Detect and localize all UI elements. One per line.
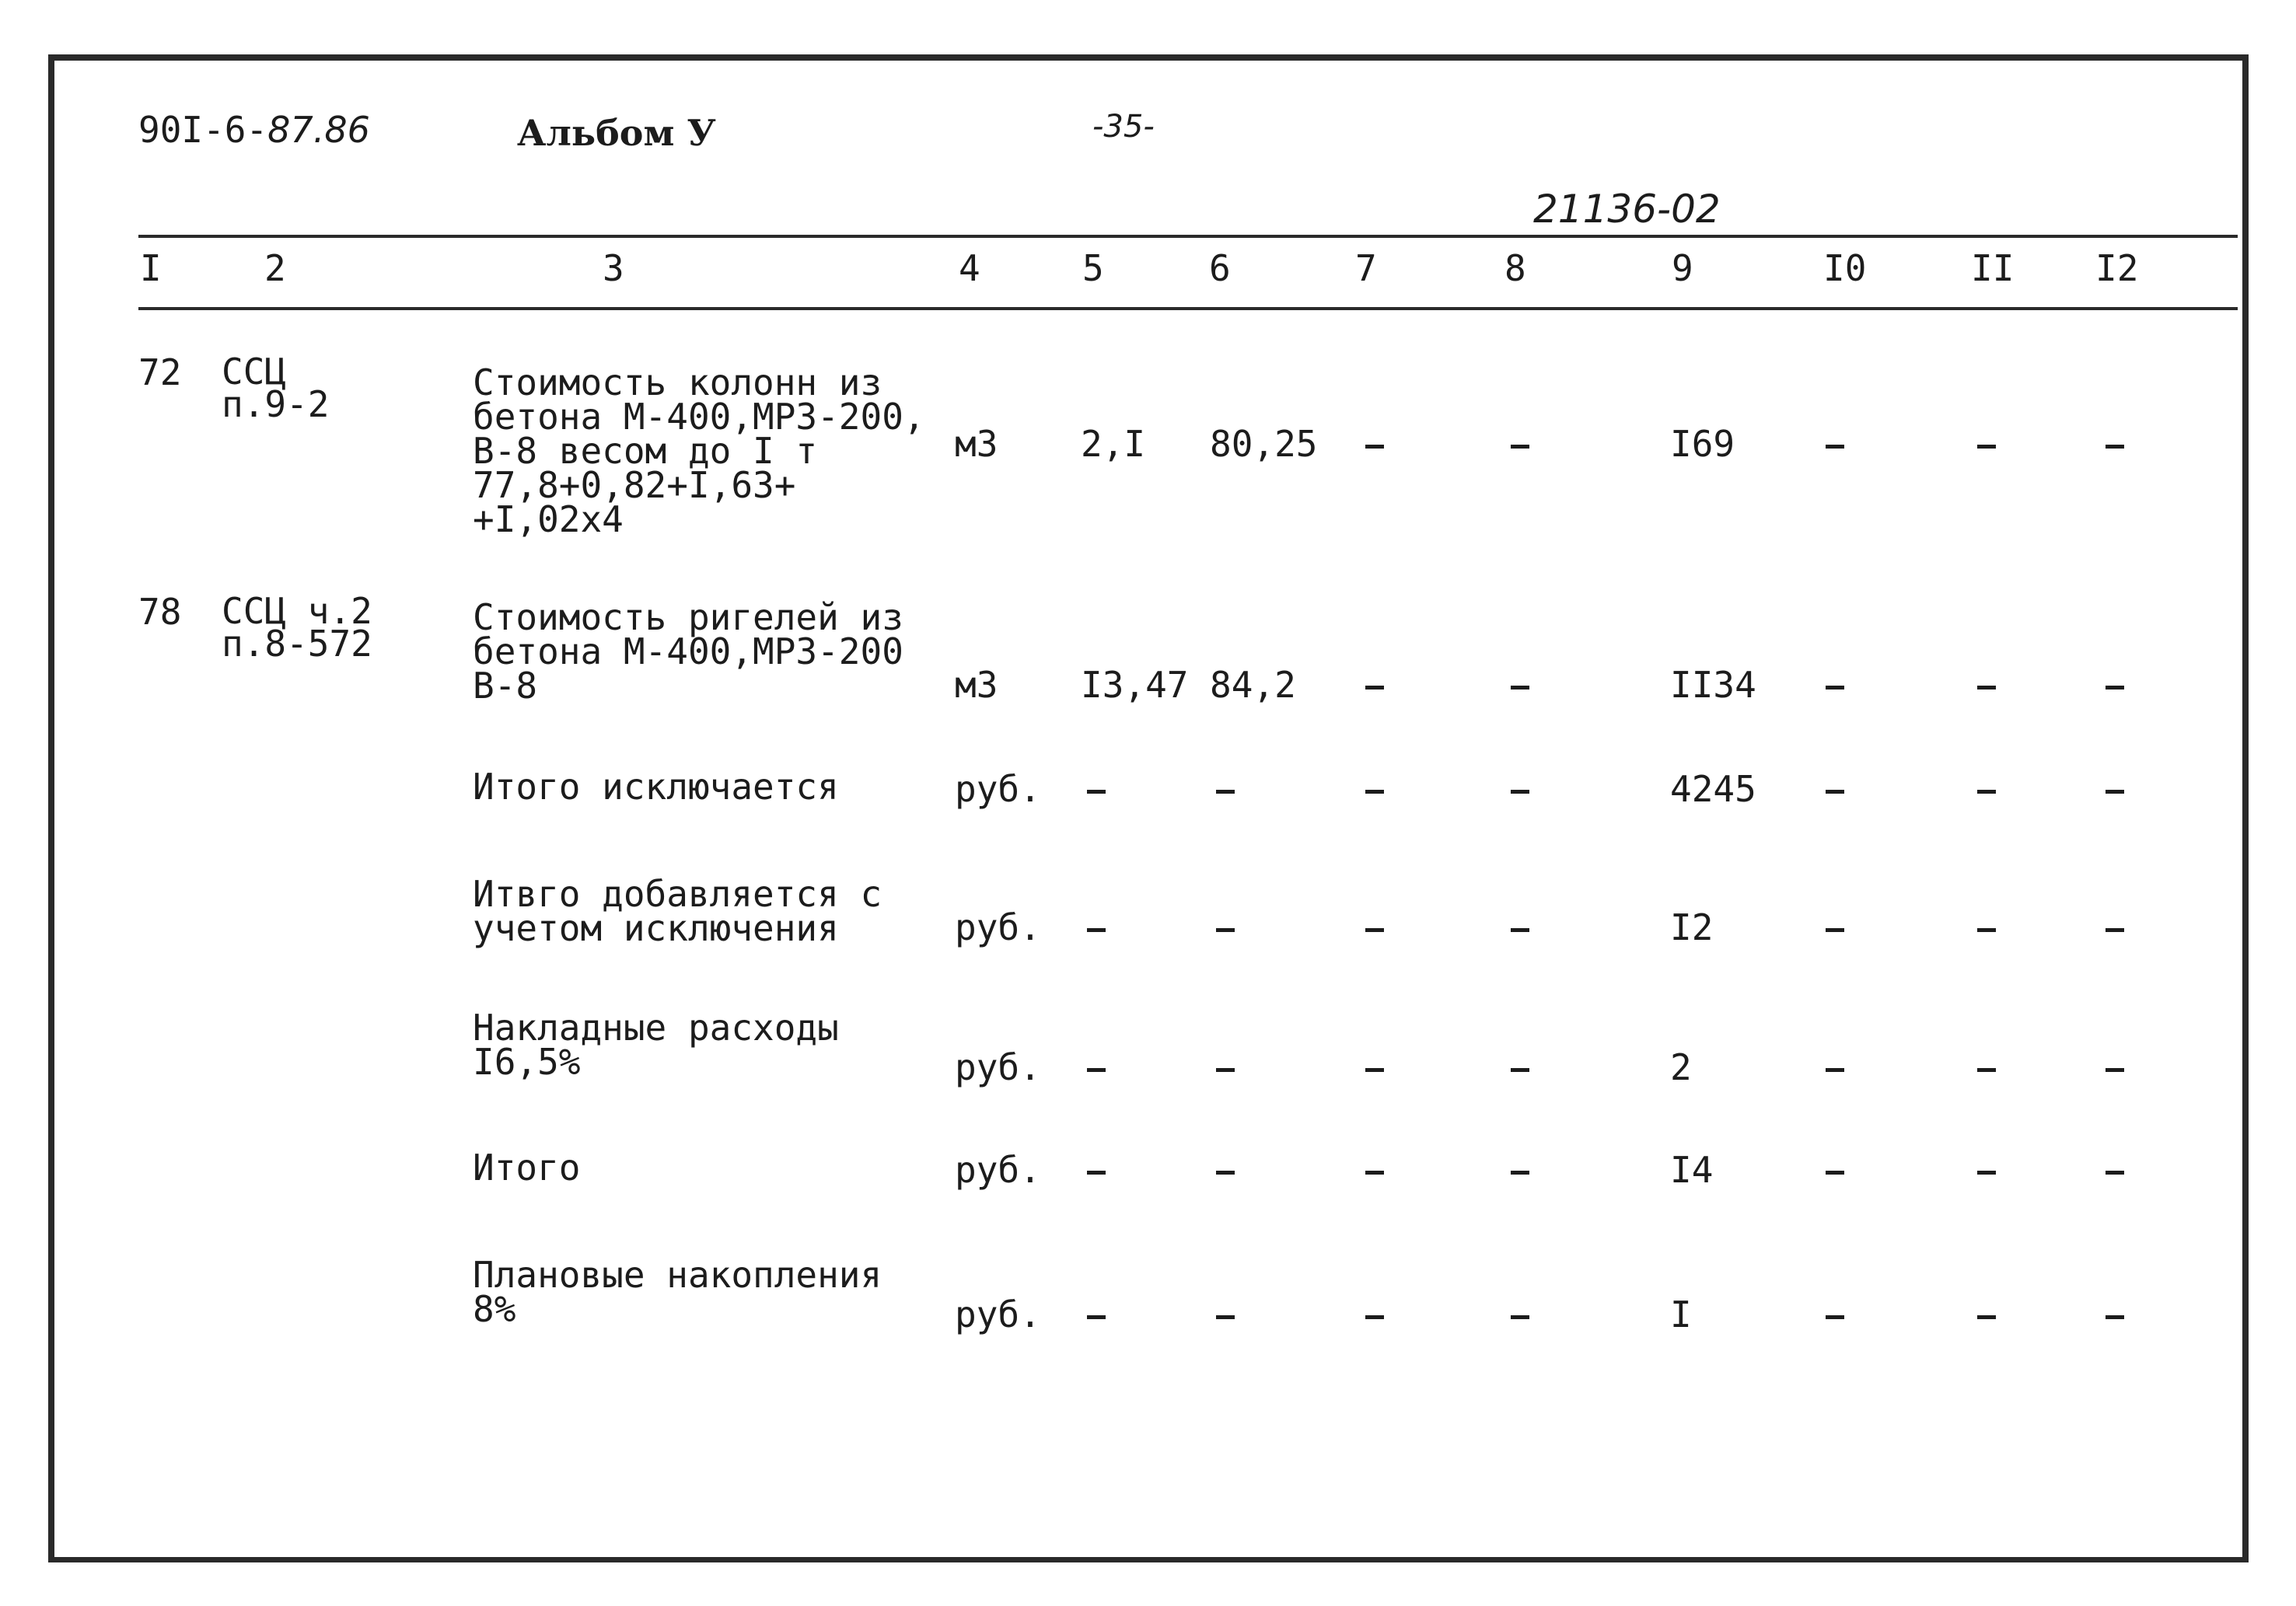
row-c12-dash <box>2106 928 2124 932</box>
row-c11-dash <box>1977 686 1996 690</box>
row-c9-value: I4 <box>1670 1149 1714 1191</box>
row-unit: руб. <box>955 906 1041 948</box>
document-code <box>138 109 370 151</box>
row-c6-dash <box>1216 928 1235 932</box>
row-description-line: Стоимость колонн из <box>473 361 882 403</box>
row-c5-dash <box>1087 1171 1106 1175</box>
column-header-5: 5 <box>1082 247 1104 289</box>
album-title: Альбом У <box>517 112 716 154</box>
row-c7-dash <box>1365 445 1384 449</box>
row-c5-value: 2,I <box>1081 423 1146 465</box>
row-c10-dash <box>1826 790 1844 794</box>
row-c7-dash <box>1365 1171 1384 1175</box>
row-unit: руб. <box>955 1294 1041 1335</box>
row-c9-value: I <box>1670 1294 1692 1335</box>
row-c5-dash <box>1087 790 1106 794</box>
page-number: -35- <box>1092 109 1155 145</box>
row-c11-dash <box>1977 1171 1996 1175</box>
row-c6-dash <box>1216 1068 1235 1072</box>
row-c11-dash <box>1977 790 1996 794</box>
row-c6-dash <box>1216 1315 1235 1319</box>
row-c7-dash <box>1365 928 1384 932</box>
row-c10-dash <box>1826 1315 1844 1319</box>
row-c8-dash <box>1511 1068 1529 1072</box>
row-c10-dash <box>1826 928 1844 932</box>
row-c7-dash <box>1365 1068 1384 1072</box>
row-description-line: В-8 <box>473 665 538 707</box>
row-description-line: Итого <box>473 1147 581 1189</box>
column-header-9: 9 <box>1672 247 1693 289</box>
row-code-line: п.8-572 <box>222 623 372 665</box>
document-code-handwritten: 87.86 <box>267 109 370 151</box>
row-c7-dash <box>1365 686 1384 690</box>
row-c10-dash <box>1826 686 1844 690</box>
row-c11-dash <box>1977 1315 1996 1319</box>
row-number: 72 <box>138 351 182 393</box>
row-code-line: ССЦ <box>222 351 287 393</box>
row-c5-dash <box>1087 928 1106 932</box>
row-c8-dash <box>1511 686 1529 690</box>
row-description-line: Накладные расходы <box>473 1007 839 1049</box>
row-unit: руб. <box>955 1046 1041 1088</box>
column-header-1: I <box>140 247 162 289</box>
column-header-8: 8 <box>1504 247 1526 289</box>
row-c12-dash <box>2106 1171 2124 1175</box>
row-c5-dash <box>1087 1315 1106 1319</box>
row-unit: м3 <box>955 664 998 706</box>
row-c7-dash <box>1365 1315 1384 1319</box>
column-header-12: I2 <box>2095 247 2139 289</box>
row-description-line: 8% <box>473 1288 516 1330</box>
row-c12-dash <box>2106 1315 2124 1319</box>
row-c9-value: II34 <box>1670 664 1756 706</box>
column-header-11: II <box>1971 247 2015 289</box>
column-header-7: 7 <box>1355 247 1377 289</box>
row-c10-dash <box>1826 1068 1844 1072</box>
row-c9-value: 4245 <box>1670 768 1756 810</box>
row-code-line: ССЦ ч.2 <box>222 590 372 632</box>
row-description-line: Итого исключается <box>473 766 839 808</box>
row-c5-value: I3,47 <box>1081 664 1189 706</box>
row-c5-dash <box>1087 1068 1106 1072</box>
row-description-line: учетом исключения <box>473 907 839 949</box>
row-unit: руб. <box>955 768 1041 810</box>
row-c12-dash <box>2106 686 2124 690</box>
row-description-line: Плановые накопления <box>473 1254 882 1296</box>
row-c8-dash <box>1511 445 1529 449</box>
row-description-line: Итвго добавляется с <box>473 873 882 915</box>
row-c8-dash <box>1511 1315 1529 1319</box>
row-c9-value: 2 <box>1670 1046 1692 1088</box>
row-c6-value: 84,2 <box>1210 664 1296 706</box>
row-c12-dash <box>2106 790 2124 794</box>
row-c6-value: 80,25 <box>1210 423 1318 465</box>
row-c8-dash <box>1511 928 1529 932</box>
column-header-10: I0 <box>1823 247 1867 289</box>
row-description-line: В-8 весом до I т <box>473 430 818 472</box>
column-header-2: 2 <box>264 247 286 289</box>
row-c6-dash <box>1216 790 1235 794</box>
row-c12-dash <box>2106 1068 2124 1072</box>
row-c6-dash <box>1216 1171 1235 1175</box>
row-c10-dash <box>1826 445 1844 449</box>
row-description-line: Стоимость ригелей из <box>473 596 903 638</box>
row-c9-value: I2 <box>1670 906 1714 948</box>
header-top-rule <box>138 235 2238 238</box>
row-c8-dash <box>1511 790 1529 794</box>
row-c10-dash <box>1826 1171 1844 1175</box>
row-c8-dash <box>1511 1171 1529 1175</box>
row-description-line: бетона М-400,МРЗ-200 <box>473 630 903 672</box>
column-header-4: 4 <box>959 247 980 289</box>
row-description-line: I6,5% <box>473 1041 581 1083</box>
row-description-line: 77,8+0,82+I,63+ <box>473 464 796 506</box>
column-header-6: 6 <box>1209 247 1231 289</box>
row-description-line: +I,02х4 <box>473 498 624 540</box>
row-c11-dash <box>1977 445 1996 449</box>
row-c11-dash <box>1977 928 1996 932</box>
row-number: 78 <box>138 591 182 633</box>
document-code-printed: 90I-6- <box>138 109 268 151</box>
column-header-3: 3 <box>603 247 624 289</box>
stamp-number: 21136-02 <box>1533 187 1721 232</box>
row-unit: м3 <box>955 423 998 465</box>
row-code-line: п.9-2 <box>222 383 330 425</box>
page-border <box>48 54 2249 1562</box>
row-description-line: бетона М-400,МРЗ-200, <box>473 396 925 438</box>
row-c12-dash <box>2106 445 2124 449</box>
row-c11-dash <box>1977 1068 1996 1072</box>
row-unit: руб. <box>955 1149 1041 1191</box>
row-c7-dash <box>1365 790 1384 794</box>
header-bottom-rule <box>138 307 2238 310</box>
row-c9-value: I69 <box>1670 423 1735 465</box>
